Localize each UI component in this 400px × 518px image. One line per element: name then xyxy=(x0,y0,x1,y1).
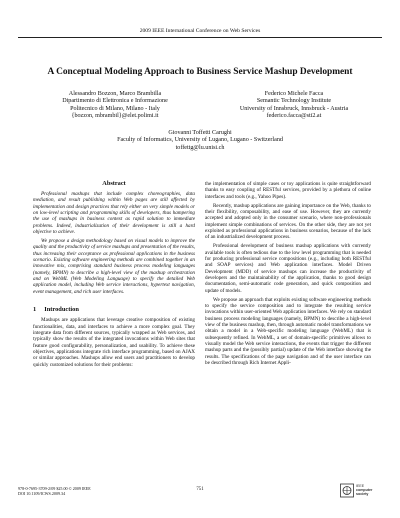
author-affiliation: Semantic Technology Institute xyxy=(256,98,332,105)
conference-header: 2009 IEEE International Conference on Web Services xyxy=(139,28,261,34)
logo-text: IEEE computer society xyxy=(356,484,373,497)
abstract-heading: Abstract xyxy=(102,180,126,187)
ieee-computer-society-logo xyxy=(340,483,384,499)
author-email: toffettg@lu.unisi.ch xyxy=(175,144,225,151)
author-location: University of Innsbruck, Innsbruck - Austria xyxy=(239,105,349,112)
author-group-left xyxy=(30,91,200,120)
body-paragraph: Professional development of business mashup applications with currently available tools is often tedious due to the low level programming that is needed for producing professional service compositions (e.g., including both RESTful and SOAP services) and Web application interfaces. Model Driven Development (MDD) of service mashups can increase the productivity of developers and the maintainability of the application, thanks to good design documentation, semi-automatic code generation, and quick composition and update of models. xyxy=(205,243,371,294)
section-title: Introduction xyxy=(44,305,79,313)
abstract-section xyxy=(33,181,195,295)
author-group-center xyxy=(0,130,400,152)
paper-title: A Conceptual Modeling Approach to Business Service Mashup Development xyxy=(47,67,353,77)
abstract-paragraph: Professional mashups that include complex choreographies, data mediation, and result publishing within Web pages are still affected by implementation and design practices that rely either on very simple models or on low-level scripting and programming skills of developers, thus hampering the use of mashups in business context as rapid solution to immediate problems. Indeed, industrialization of their development is still a hard objective to achieve. xyxy=(33,190,195,235)
isbn-line: 978-0-7695-3709-2/09 $25.00 © 2009 IEEE xyxy=(18,486,91,491)
author-email: {bozzon, mbrambil}@elet.polimi.it xyxy=(71,112,159,119)
author-location: Politecnico di Milano, Milano - Italy xyxy=(70,105,160,112)
page-number: 751 xyxy=(196,487,204,492)
abstract-paragraph: We propose a design methodology based on visual models to improve the quality and the productivity of service mashups and presentation of the results, thus increasing their acceptance as professional applications in the business scenario. Existing software engineering methods are combined together in an innovative mix, comprising standard business process modeling languages (namely, BPMN) to describe a high-level view of the mashup orchestration and on WebML (Web Modeling Language) to specify the detailed Web application model, including Web service interactions, hypertext navigation, event management, and rich user interfaces. xyxy=(33,237,195,295)
author-email: federico.facca@sti2.at xyxy=(266,112,322,119)
author-names: Alessandro Bozzon, Marco Brambilla xyxy=(68,91,162,97)
author-names: Giovanni Toffetti Carughi xyxy=(168,130,232,136)
left-column xyxy=(33,181,195,371)
doi-line: DOI 10.1109/ICWS.2009.34 xyxy=(18,491,66,496)
right-column xyxy=(205,181,371,369)
author-affiliation: Faculty of Informatics, University of Lugano, Lugano - Switzerland xyxy=(117,137,283,144)
body-paragraph: We propose an approach that exploits existing software engineering methods to specify the service composition and to integrate the resulting service invocations within user-oriented Web application interfaces. We rely on standard business process modeling languages (namely, BPMN) to describe a high-level view of the business mashup, then, through automatic model transformations we obtain a model in a Web-specific modeling language (WebML) that is subsequently refined. In WebML, a set of domain-specific primitives allows to visually model the Web service interactions, the events that trigger the different mashup parts and the (possibly partial) update of the Web interface showing the results. The specifications of the page navigation and of the user interface can be described through Rich Internet Appli- xyxy=(205,296,371,367)
author-names: Federico Michele Facca xyxy=(264,91,324,97)
section-heading xyxy=(33,307,195,313)
body-paragraph: Recently, mashup applications are gaining importance on the Web, thanks to their flexibility, composability, and ease of use. However, they are currently accepted and adopted only in the consumer scenario, where non-professionals implement simple combinations of services. On the other side, they are not yet exploited as professional applications in business scenarios, because of the lack of an industrialized development process. xyxy=(205,202,371,241)
header-rule xyxy=(18,37,382,38)
section-number: 1 xyxy=(33,305,37,313)
body-paragraph: Mashups are applications that leverage creative composition of existing functionalities, data, and interfaces to achieve a more complex goal. They integrate data from different sources, typically wrapped as Web services, and typically show the results of the integrated invocations within Web sites that feature good configurability, personalization, and usability. To achieve these objectives, applications integrate rich interface programming, based on AJAX or similar approaches. Mashups allow end users and practitioners to develop quickly customized solutions for their problems: xyxy=(33,317,195,368)
body-paragraph: the implementation of simple cases or toy applications is quite straightforward thanks to easy coupling of RESTful services, provided by a plethora of online interfaces and tools (e.g., Yahoo Pipes). xyxy=(205,181,371,200)
author-group-right xyxy=(208,91,380,120)
author-affiliation: Dipartimento di Elettronica e Informazione xyxy=(62,98,168,105)
